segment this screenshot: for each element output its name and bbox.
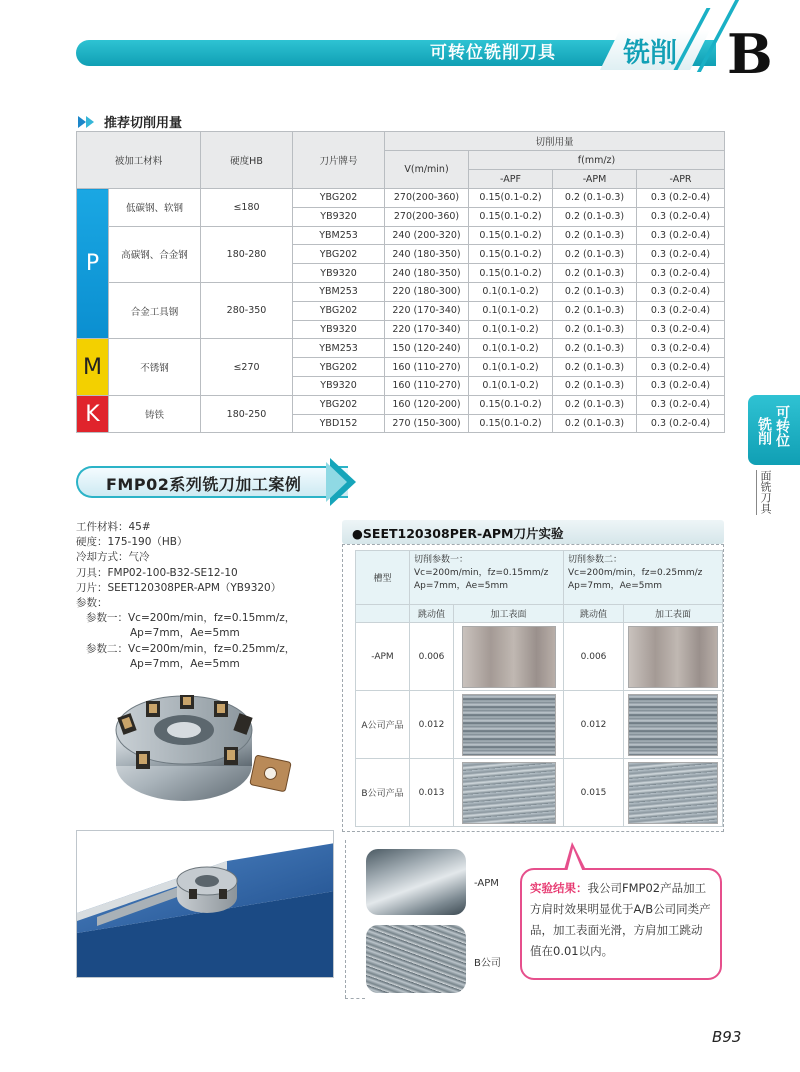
speed-cell: 160 (110-270) <box>385 358 469 377</box>
runout-value: 0.015 <box>564 759 624 827</box>
feed-apr-cell: 0.3 (0.2-0.4) <box>637 358 725 377</box>
speed-cell: 220 (170-340) <box>385 301 469 320</box>
seet-comparison-table <box>355 550 723 827</box>
hardness-cell: ≤180 <box>201 189 293 227</box>
speed-cell: 220 (170-340) <box>385 320 469 339</box>
seet-panel-title: ●SEET120308PER-APM刀片实验 <box>352 526 564 541</box>
feed-apf-cell: 0.15(0.1-0.2) <box>469 226 553 245</box>
feed-apr-cell: 0.3 (0.2-0.4) <box>637 339 725 358</box>
iso-band-p: P <box>77 189 109 339</box>
speed-cell: 270(200-360) <box>385 207 469 226</box>
feed-apr-cell: 0.3 (0.2-0.4) <box>637 414 725 433</box>
surface-photo <box>454 759 564 827</box>
speed-cell: 240 (180-350) <box>385 264 469 283</box>
dashed-divider <box>345 840 346 998</box>
grade-cell: YB9320 <box>293 207 385 226</box>
runout-value: 0.006 <box>410 623 454 691</box>
feed-apf-cell: 0.15(0.1-0.2) <box>469 414 553 433</box>
runout-header: 跳动值 <box>564 605 624 623</box>
blank-header <box>356 605 410 623</box>
hardness-cell: 280-350 <box>201 282 293 338</box>
feed-apr-cell: 0.3 (0.2-0.4) <box>637 320 725 339</box>
feed-apr-cell: 0.3 (0.2-0.4) <box>637 264 725 283</box>
feed-apr-cell: 0.3 (0.2-0.4) <box>637 245 725 264</box>
apm-shoulder-photo <box>366 849 466 915</box>
iso-band-m: M <box>77 339 109 395</box>
feed-apm-cell: 0.2 (0.1-0.3) <box>553 226 637 245</box>
runout-header: 跳动值 <box>410 605 454 623</box>
product-label: B公司产品 <box>356 759 410 827</box>
param1-depth: Ap=7mm，Ae=5mm <box>414 581 509 591</box>
param2-title: 切削参数二： <box>568 555 623 565</box>
feed-apf-cell: 0.15(0.1-0.2) <box>469 189 553 208</box>
groove-header: 槽型 <box>356 551 410 605</box>
case-line: 工件材料：45# <box>76 521 151 533</box>
param2-depth: Ap=7mm，Ae=5mm <box>568 581 663 591</box>
feed-apf-cell: 0.1(0.1-0.2) <box>469 301 553 320</box>
header-material: 被加工材料 <box>77 132 201 189</box>
material-cell: 铸铁 <box>109 395 201 433</box>
feed-apm-cell: 0.2 (0.1-0.3) <box>553 358 637 377</box>
feed-apr-cell: 0.3 (0.2-0.4) <box>637 395 725 414</box>
surface-photo <box>454 623 564 691</box>
grade-cell: YB9320 <box>293 376 385 395</box>
surface-photo <box>624 623 723 691</box>
product-label: -APM <box>356 623 410 691</box>
hardness-cell: 180-280 <box>201 226 293 282</box>
case-line: 硬度：175-190（HB） <box>76 536 188 549</box>
case-line: 参数： <box>76 597 108 610</box>
table-row <box>77 226 725 245</box>
feed-apr-cell: 0.3 (0.2-0.4) <box>637 226 725 245</box>
grade-cell: YB9320 <box>293 264 385 283</box>
speed-cell: 270(200-360) <box>385 189 469 208</box>
product-label: A公司产品 <box>356 691 410 759</box>
feed-apm-cell: 0.2 (0.1-0.3) <box>553 414 637 433</box>
surface-header: 加工表面 <box>454 605 564 623</box>
feed-apr-cell: 0.3 (0.2-0.4) <box>637 282 725 301</box>
feed-apm-cell: 0.2 (0.1-0.3) <box>553 245 637 264</box>
hardness-cell: 180-250 <box>201 395 293 433</box>
header-f: f(mm/z) <box>469 151 725 170</box>
param1-header <box>410 551 564 605</box>
grade-cell: YBG202 <box>293 395 385 414</box>
feed-apf-cell: 0.15(0.1-0.2) <box>469 395 553 414</box>
result-text: 我公司FMP02产品加工方肩时效果明显优于A/B公司同类产品，加工表面光滑，方肩加工跳动值在0.01以内。 <box>530 881 711 958</box>
bubble-tail-inner <box>567 848 583 872</box>
grade-cell: YBG202 <box>293 301 385 320</box>
runout-value: 0.006 <box>564 623 624 691</box>
feed-apr-cell: 0.3 (0.2-0.4) <box>637 189 725 208</box>
grade-cell: YBG202 <box>293 245 385 264</box>
surface-photo <box>624 759 723 827</box>
surface-header: 加工表面 <box>624 605 723 623</box>
param1-title: 切削参数一： <box>414 555 469 565</box>
feed-apf-cell: 0.15(0.1-0.2) <box>469 264 553 283</box>
section-letter: B <box>727 22 773 86</box>
grade-cell: YBM253 <box>293 226 385 245</box>
speed-cell: 160 (110-270) <box>385 376 469 395</box>
feed-apm-cell: 0.2 (0.1-0.3) <box>553 282 637 301</box>
feed-apm-cell: 0.2 (0.1-0.3) <box>553 376 637 395</box>
header-title: 可转位铣削刀具 <box>430 43 556 63</box>
section-heading <box>78 112 182 131</box>
page-number: B93 <box>712 1028 742 1046</box>
chapter-side-tab[interactable] <box>748 395 800 465</box>
runout-value: 0.012 <box>564 691 624 759</box>
material-cell: 不锈钢 <box>109 339 201 395</box>
speed-cell: 240 (200-320) <box>385 226 469 245</box>
feed-apm-cell: 0.2 (0.1-0.3) <box>553 189 637 208</box>
feed-apf-cell: 0.1(0.1-0.2) <box>469 339 553 358</box>
case-line: 冷却方式：气冷 <box>76 551 150 564</box>
material-cell: 低碳钢、软钢 <box>109 189 201 227</box>
case-line: 刀片：SEET120308PER-APM（YB9320） <box>76 581 282 594</box>
grade-cell: YBD152 <box>293 414 385 433</box>
param2-line: 参数二：Vc=200m/min，fz=0.25mm/z， <box>86 642 296 655</box>
table-row <box>77 395 725 414</box>
param2-line2: Ap=7mm，Ae=5mm <box>130 657 240 670</box>
feed-apm-cell: 0.2 (0.1-0.3) <box>553 264 637 283</box>
param2-speed: Vc=200m/min，fz=0.25mm/z <box>568 568 703 578</box>
speed-cell: 240 (180-350) <box>385 245 469 264</box>
material-cell: 高碳钢、合金钢 <box>109 226 201 282</box>
runout-value: 0.013 <box>410 759 454 827</box>
photo-label-b: B公司 <box>474 958 501 969</box>
speed-cell: 160 (120-200) <box>385 395 469 414</box>
side-divider <box>756 470 757 515</box>
table-row <box>356 691 723 759</box>
table-row <box>77 339 725 358</box>
header-subtitle: 铣削 <box>623 38 677 69</box>
feed-apf-cell: 0.1(0.1-0.2) <box>469 282 553 301</box>
table-row <box>77 189 725 208</box>
param1-line2: Ap=7mm，Ae=5mm <box>130 627 240 640</box>
feed-apf-cell: 0.1(0.1-0.2) <box>469 376 553 395</box>
case-line: 刀具：FMP02-100-B32-SE12-10 <box>76 566 238 579</box>
dashed-divider <box>345 998 365 999</box>
feed-apf-cell: 0.1(0.1-0.2) <box>469 320 553 339</box>
side-tab-label-1: 可转位 <box>774 405 790 447</box>
banner-arrow-inner <box>326 462 347 502</box>
surface-photo <box>624 691 723 759</box>
feed-apm-cell: 0.2 (0.1-0.3) <box>553 395 637 414</box>
double-arrow-icon <box>78 116 96 128</box>
feed-apr-cell: 0.3 (0.2-0.4) <box>637 301 725 320</box>
feed-apm-cell: 0.2 (0.1-0.3) <box>553 301 637 320</box>
speed-cell: 150 (120-240) <box>385 339 469 358</box>
grade-cell: YB9320 <box>293 320 385 339</box>
cutting-data-table <box>76 131 725 433</box>
param2-header <box>564 551 723 605</box>
header-cutting: 切削用量 <box>385 132 725 151</box>
table-row <box>356 759 723 827</box>
result-prefix: 实验结果： <box>530 881 588 895</box>
surface-photo <box>454 691 564 759</box>
iso-band-k: K <box>77 395 109 433</box>
photo-label-apm: -APM <box>474 878 499 889</box>
table-row <box>356 623 723 691</box>
grade-cell: YBG202 <box>293 358 385 377</box>
feed-apf-cell: 0.15(0.1-0.2) <box>469 245 553 264</box>
feed-apf-cell: 0.1(0.1-0.2) <box>469 358 553 377</box>
grade-cell: YBM253 <box>293 339 385 358</box>
param1-line: 参数一：Vc=200m/min，fz=0.15mm/z， <box>86 612 296 625</box>
speed-cell: 220 (180-300) <box>385 282 469 301</box>
feed-apr-cell: 0.3 (0.2-0.4) <box>637 207 725 226</box>
header-v: V(m/min) <box>385 151 469 189</box>
header-grade: 刀片牌号 <box>293 132 385 189</box>
hardness-cell: ≤270 <box>201 339 293 395</box>
feed-apr-cell: 0.3 (0.2-0.4) <box>637 376 725 395</box>
side-tab-label-2: 铣削 <box>756 417 772 445</box>
workpiece-image <box>76 830 334 978</box>
table-row <box>77 282 725 301</box>
param1-speed: Vc=200m/min，fz=0.15mm/z <box>414 568 549 578</box>
header-apr: -APR <box>637 170 725 189</box>
feed-apm-cell: 0.2 (0.1-0.3) <box>553 339 637 358</box>
header-hardness: 硬度HB <box>201 132 293 189</box>
runout-value: 0.012 <box>410 691 454 759</box>
case-info <box>76 520 295 672</box>
header-apm: -APM <box>553 170 637 189</box>
header-apf: -APF <box>469 170 553 189</box>
section-title: 推荐切削用量 <box>104 116 183 131</box>
case-banner-title: FMP02系列铣刀加工案例 <box>106 475 302 494</box>
grade-cell: YBM253 <box>293 282 385 301</box>
b-company-shoulder-photo <box>366 925 466 993</box>
side-tab-subtitle: 面铣刀具 <box>759 470 772 514</box>
speed-cell: 270 (150-300) <box>385 414 469 433</box>
feed-apm-cell: 0.2 (0.1-0.3) <box>553 207 637 226</box>
material-cell: 合金工具钢 <box>109 282 201 338</box>
grade-cell: YBG202 <box>293 189 385 208</box>
feed-apm-cell: 0.2 (0.1-0.3) <box>553 320 637 339</box>
milling-cutter-image <box>106 685 304 815</box>
result-bubble <box>520 868 722 980</box>
feed-apf-cell: 0.15(0.1-0.2) <box>469 207 553 226</box>
